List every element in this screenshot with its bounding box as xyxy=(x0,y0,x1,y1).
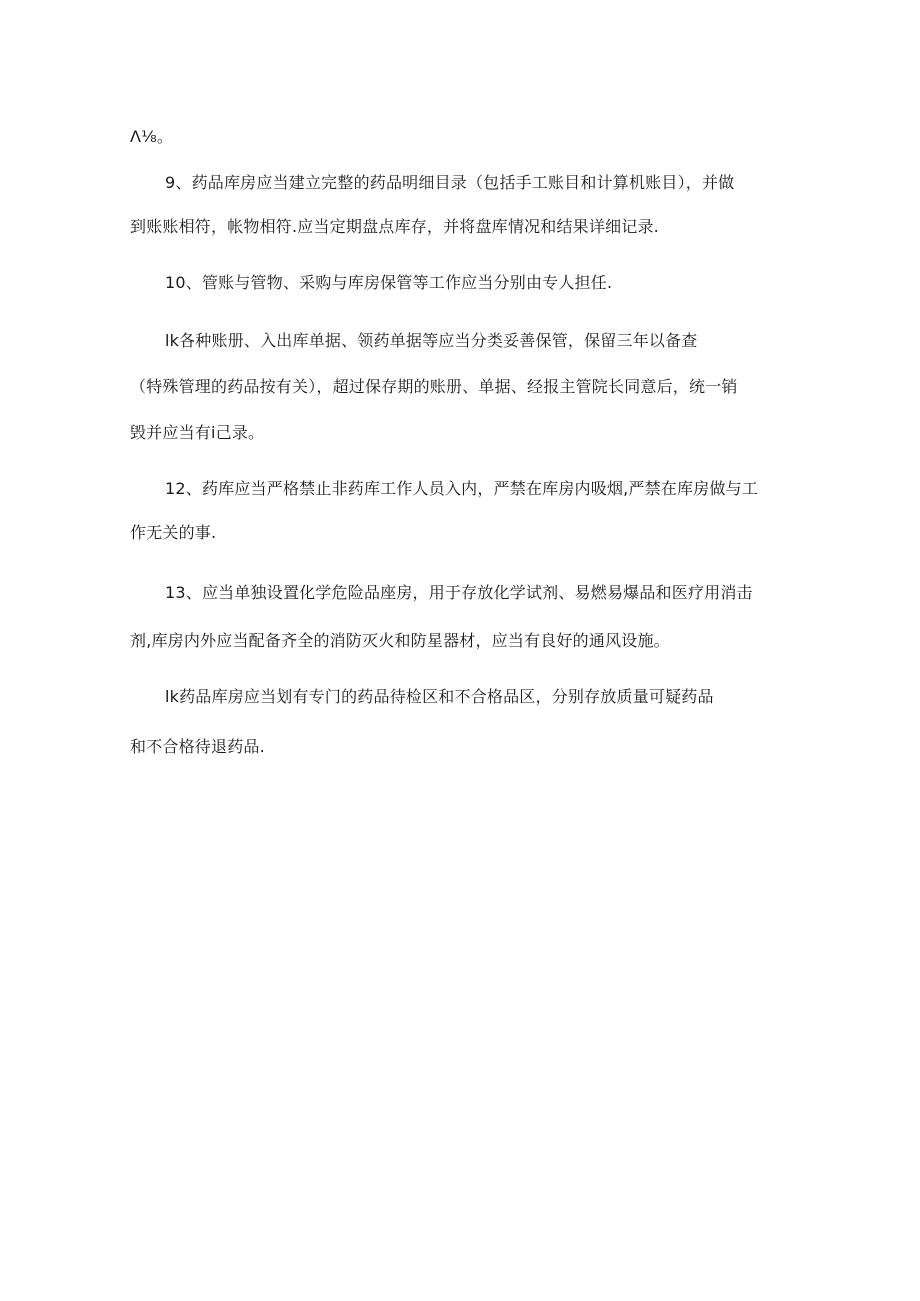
item-14-line-2: 和不合格待退药品. xyxy=(130,737,265,756)
item-10-line-1: 10、管账与管物、采购与库房保管等工作应当分别由专人担任. xyxy=(165,273,613,292)
item-11-line-3: 毁并应当有i己录。 xyxy=(130,423,265,442)
item-11-line-1: lk各种账册、入出库单据、领药单据等应当分类妥善保管，保留三年以备查 xyxy=(165,331,698,350)
item-14-line-1: lk药品库房应当划有专门的药品待检区和不合格品区，分别存放质量可疑药品 xyxy=(165,687,714,706)
item-9-line-1: 9、药品库房应当建立完整的药品明细目录（包括手工账目和计算机账目），并做 xyxy=(165,173,735,192)
item-12-line-1: 12、药库应当严格禁止非药库工作人员入内，严禁在库房内吸烟,严禁在库房做与工 xyxy=(165,479,759,498)
text-line-fragment: Λ⅛。 xyxy=(130,127,174,146)
item-12-line-2: 作无关的事. xyxy=(130,523,217,542)
item-13-line-2: 剂,库房内外应当配备齐全的消防灭火和防星器材，应当有良好的通风设施。 xyxy=(130,631,670,650)
item-13-line-1: 13、应当单独设置化学危险品座房，用于存放化学试剂、易燃易爆品和医疗用消击 xyxy=(165,583,753,602)
item-9-line-2: 到账账相符，帐物相符.应当定期盘点库存，并将盘库情况和结果详细记录. xyxy=(130,217,659,236)
item-11-line-2: （特殊管理的药品按有关），超过保存期的账册、单据、经报主管院长同意后，统一销 xyxy=(130,377,738,396)
